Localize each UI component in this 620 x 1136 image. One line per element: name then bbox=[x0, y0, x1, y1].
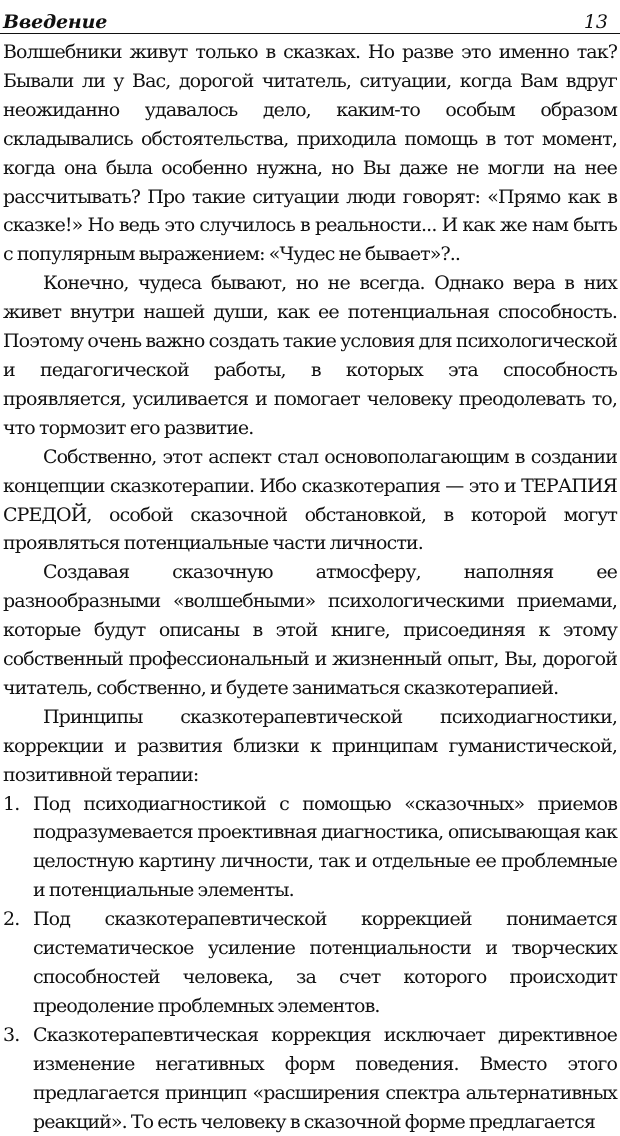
paragraph-5: Принципы сказкотерапевтической психодиагностики, коррекции и развития близки к принципам гуманистической, позитивной терапии: bbox=[3, 705, 617, 786]
chapter-title: Введение bbox=[3, 11, 108, 33]
list-item-number: 3. bbox=[3, 1023, 20, 1046]
list-item-number: 2. bbox=[3, 908, 20, 931]
list-item bbox=[3, 1021, 617, 1136]
paragraph-4: Создавая сказочную атмосферу, наполняя ее разнообразными «волшебными» психологическими приемами, которые будут описаны в этой книге, присоединяя к этому собственный профессиональный и жизненный опыт, Вы, дорогой читатель, собственно, и будете заниматься сказкотерапией. bbox=[3, 561, 617, 699]
paragraph-2: Конечно, чудеса бывают, но не всегда. Однако вера в них живет внутри нашей души, как ее потенциальная способность. Поэтому очень важно создать такие условия для психологической и педагогической работы, в которых эта способность проявляется, усиливается и помогает человеку преодолевать то, что тормозит его развитие. bbox=[3, 272, 617, 439]
list-item-text: Под психодиагностикой с помощью «сказочных» приемов подразумевается проективная диагностика, описывающая как целостную картину личности, так и отдельные ее проблемные и потенциальные элементы. bbox=[33, 792, 617, 902]
list-item-text: Под сказкотерапевтической коррекцией понимается систематическое усиление потенциальности и творческих способностей человека, за счет которого происходит преодоление проблемных элементов. bbox=[33, 908, 617, 1017]
running-header bbox=[3, 4, 608, 34]
list-item-text: Сказкотерапевтическая коррекция исключает директивное изменение негативных форм поведения. Вместо этого предлагается принцип «расширения спектра альтернативных реакций». То есть человеку в сказочной форме предлагается bbox=[33, 1023, 617, 1133]
list-item-number: 1. bbox=[3, 792, 20, 815]
body-text bbox=[3, 38, 617, 1136]
paragraph-3: Собственно, этот аспект стал основополагающим в создании концепции сказкотерапии. Ибо сказкотерапия — это и ТЕРАПИЯ СРЕДОЙ, особой сказочной обстановкой, в которой могут проявляться потенциальные части личности. bbox=[3, 445, 617, 555]
page-number: 13 bbox=[583, 11, 608, 33]
list-item bbox=[3, 905, 617, 1021]
principles-list bbox=[3, 790, 617, 1136]
list-item bbox=[3, 790, 617, 906]
header-rule bbox=[0, 33, 620, 34]
paragraph-1: Волшебники живут только в сказках. Но разве это именно так? Бывали ли у Вас, дорогой читатель, ситуации, когда Вам вдруг неожиданно удавалось дело, каким-то особым образом складывались обстоятельства, приходила помощь в тот момент, когда она была особенно нужна, но Вы даже не могли на нее рассчитывать? Про такие ситуации люди говорят: «Прямо как в сказке!» Но ведь это случилось в реальности... И как же нам быть с популярным выражением: «Чудес не бывает»?.. bbox=[3, 41, 617, 266]
